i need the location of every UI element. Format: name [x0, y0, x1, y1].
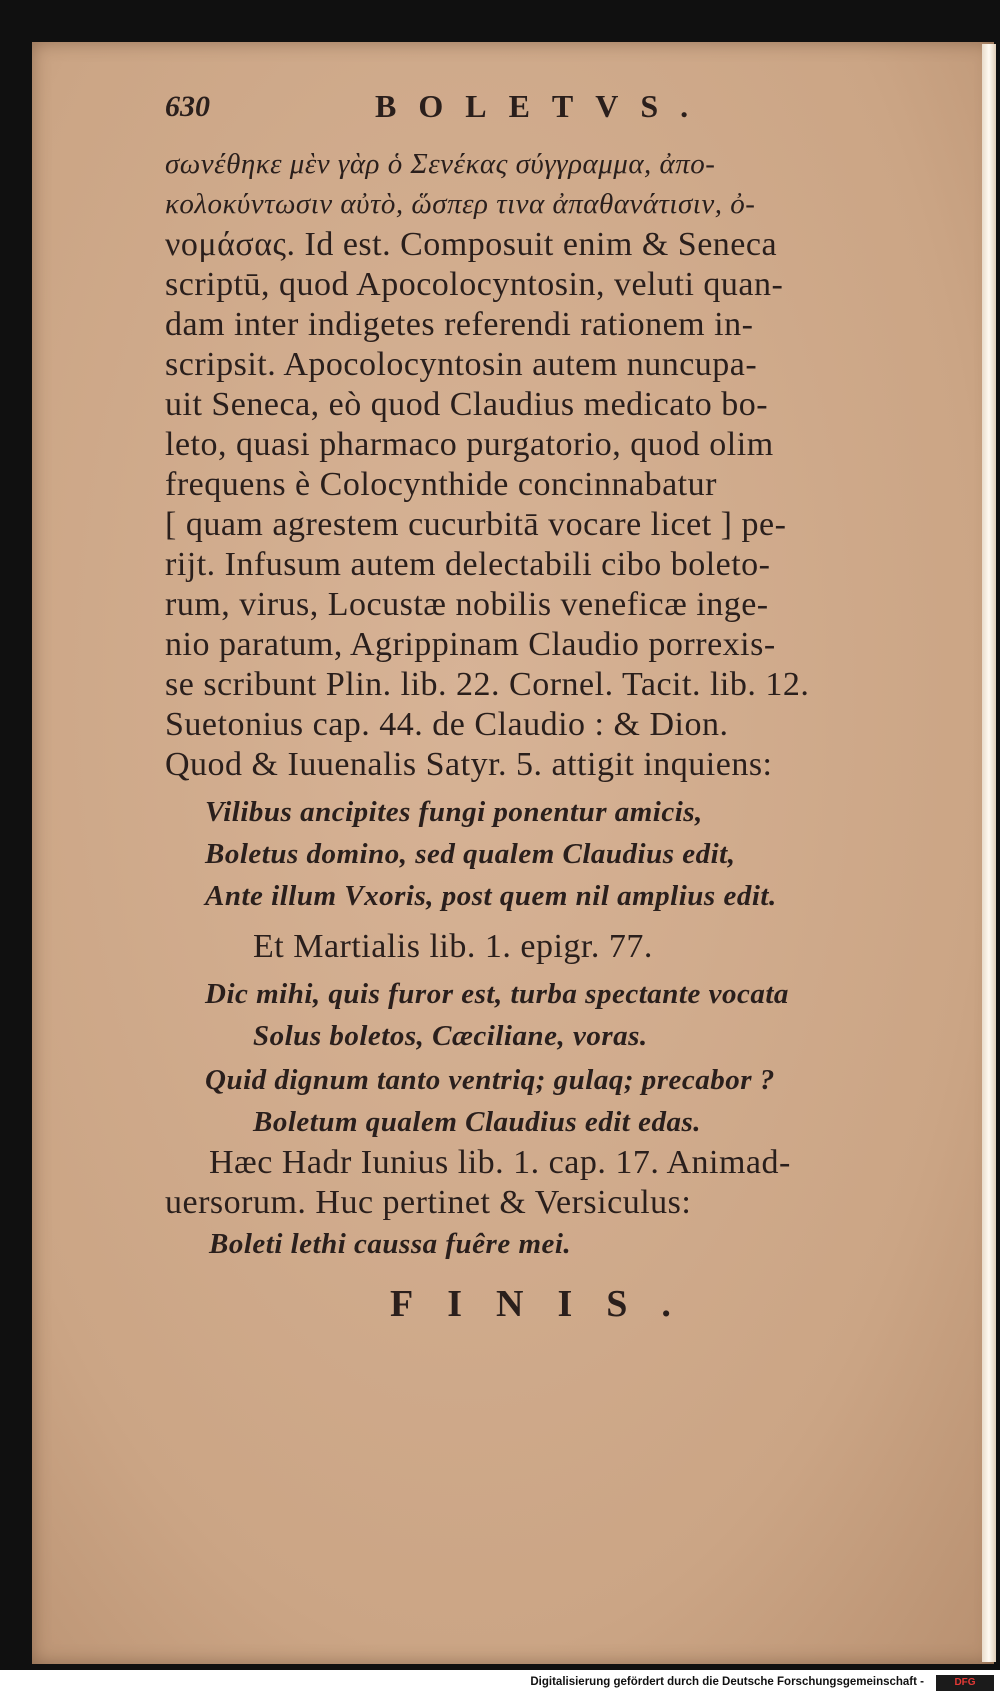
body-line: rum, virus, Locustæ nobilis veneficæ inge-	[165, 586, 769, 623]
body-line: Hæc Hadr Iunius lib. 1. cap. 17. Animad-	[209, 1144, 791, 1181]
verse-line: Solus boletos, Cæciliane, voras.	[253, 1020, 648, 1052]
body-line: νομάσας. Id est. Composuit enim & Seneca	[165, 226, 778, 263]
page-edge	[982, 44, 996, 1662]
body-line: leto, quasi pharmaco purgatorio, quod olim	[165, 426, 774, 463]
finis-heading: FINIS.	[390, 1283, 705, 1325]
dfg-logo-text: DFG	[954, 1677, 976, 1688]
running-head: BOLETVS.	[375, 88, 711, 124]
verse-line: Dic mihi, quis furor est, turba spectante vocata	[205, 978, 789, 1010]
body-line: σωνέθηκε μὲν γὰρ ὁ Σενέκας σύγγραμμα, ἀπο-	[165, 148, 716, 180]
dfg-logo	[936, 1675, 994, 1691]
martial-citation: Et Martialis lib. 1. epigr. 77.	[253, 928, 653, 965]
body-line: scripsit. Apocolocyntosin autem nuncupa-	[165, 346, 758, 383]
body-line: se scribunt Plin. lib. 22. Cornel. Tacit. lib. 12.	[165, 666, 810, 703]
page-number: 630	[165, 90, 210, 123]
digitization-credit: Digitalisierung gefördert durch die Deutsche Forschungsgemeinschaft -	[530, 1676, 924, 1688]
body-line: scriptū, quod Apocolocyntosin, veluti quan-	[165, 266, 784, 303]
verse-line: Vilibus ancipites fungi ponentur amicis,	[205, 796, 703, 828]
body-line: uersorum. Huc pertinet & Versiculus:	[165, 1184, 692, 1221]
body-line: rijt. Infusum autem delectabili cibo boleto-	[165, 546, 771, 583]
verse-line: Boletum qualem Claudius edit edas.	[253, 1106, 702, 1138]
body-line: nio paratum, Agrippinam Claudio porrexis-	[165, 626, 776, 663]
verse-line: Ante illum Vxoris, post quem nil amplius edit.	[205, 880, 777, 912]
body-line: [ quam agrestem cucurbitā vocare licet ] pe-	[165, 506, 787, 543]
body-line: frequens è Colocynthide concinnabatur	[165, 466, 717, 503]
verse-line: Quid dignum tanto ventriq; gulaq; precabor ?	[205, 1064, 775, 1096]
verse-line: Boletus domino, sed qualem Claudius edit,	[205, 838, 736, 870]
body-line: Suetonius cap. 44. de Claudio : & Dion.	[165, 706, 729, 743]
body-line: κολοκύντωσιν αὐτὸ, ὥσπερ τινα ἀπαθανάτισιν, ὀ-	[165, 188, 756, 220]
body-line: dam inter indigetes referendi rationem in-	[165, 306, 754, 343]
body-line: uit Seneca, eò quod Claudius medicato bo-	[165, 386, 769, 423]
body-line: Quod & Iuuenalis Satyr. 5. attigit inquiens:	[165, 746, 773, 783]
final-verse: Boleti lethi caussa fuêre mei.	[209, 1228, 572, 1260]
